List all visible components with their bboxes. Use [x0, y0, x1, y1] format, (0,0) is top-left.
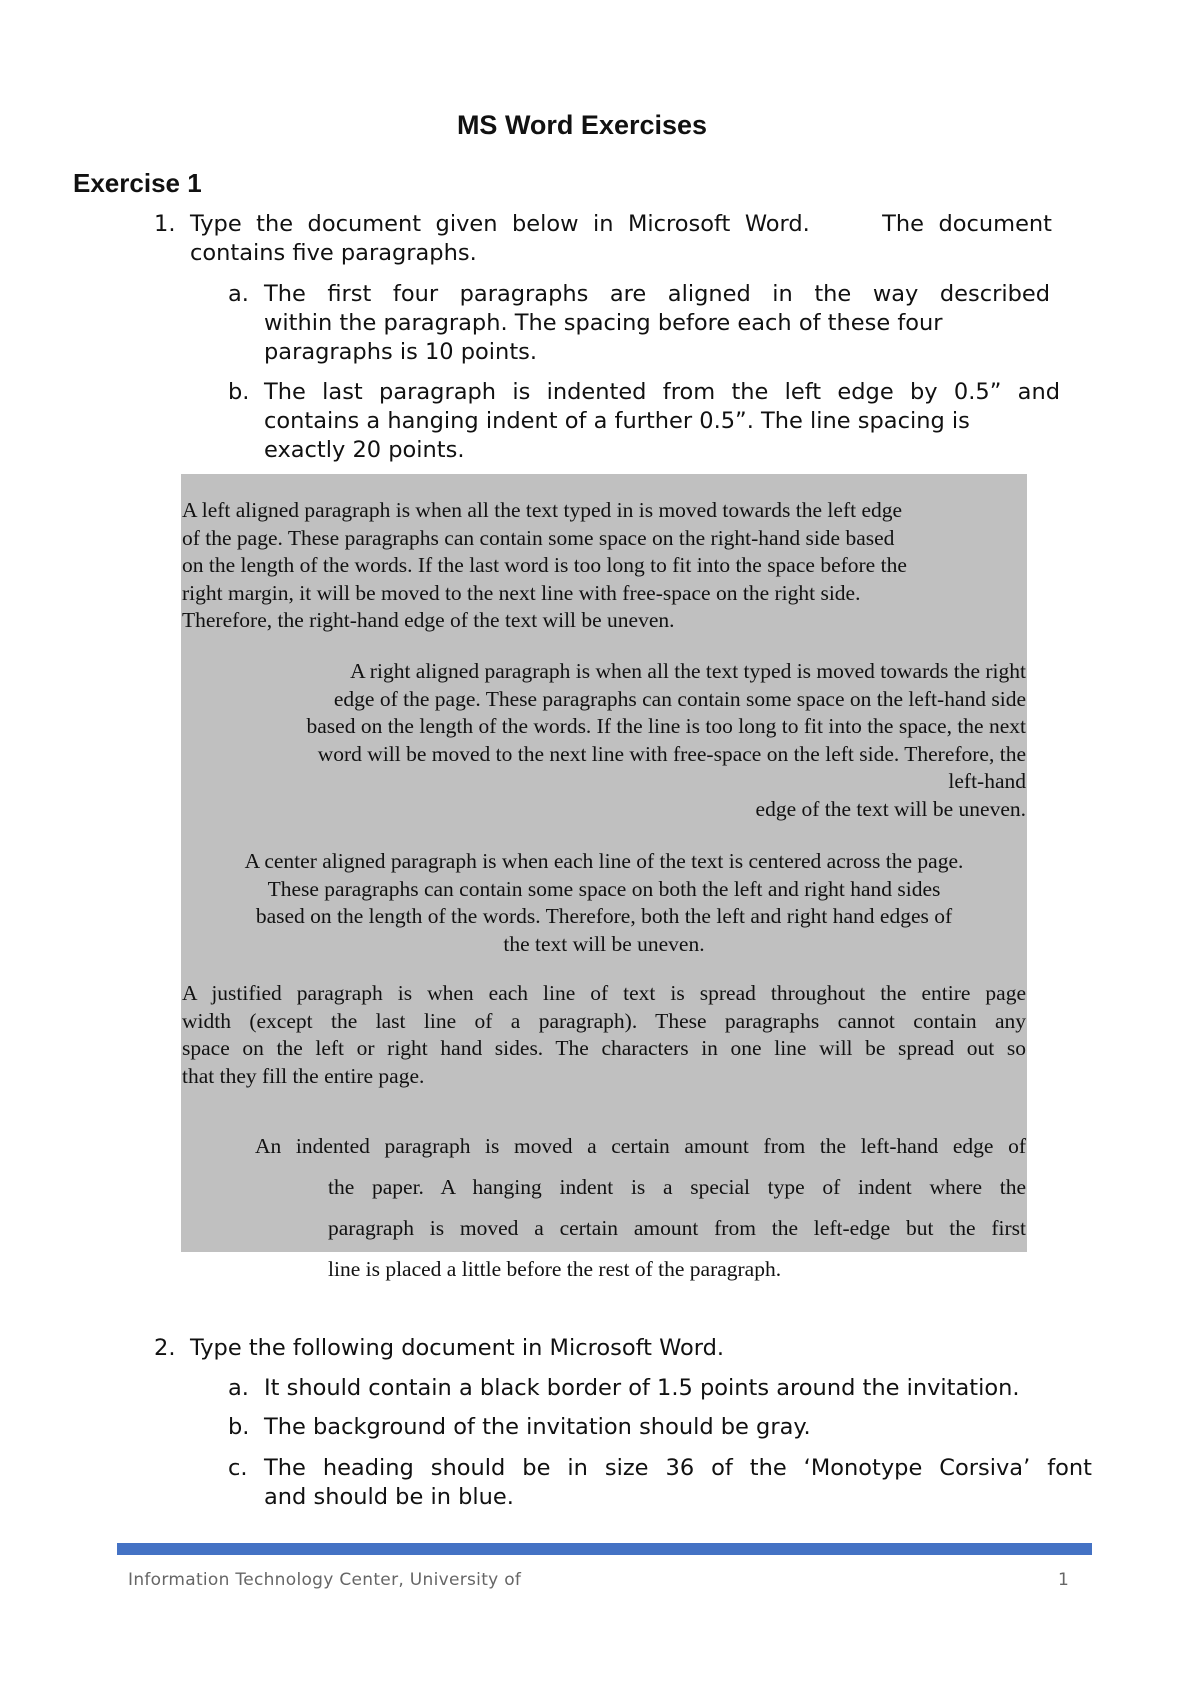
paragraph-line: left-hand — [948, 769, 1026, 793]
item-1b — [228, 378, 1060, 465]
center-aligned-paragraph — [182, 848, 1026, 958]
paragraph-line: the paper. A hanging indent is a special type of indent where the — [328, 1175, 1026, 1199]
paragraph-line: based on the length of the words. If the line is too long to fit into the space, the next — [306, 714, 1026, 738]
item-2b — [228, 1413, 1094, 1442]
footer-rule — [117, 1543, 1092, 1555]
item-2 — [154, 1334, 1052, 1363]
paragraph-line: on the length of the words. If the last word is too long to fit into the space before the — [182, 553, 907, 577]
item-1a-line: within the paragraph. The spacing before each of these four — [264, 310, 943, 336]
item-2c-line: The heading should be in size 36 of the ‘Monotype Corsiva’ font — [264, 1455, 1092, 1481]
item-1 — [154, 210, 1052, 268]
item-2-number: 2. — [154, 1335, 176, 1361]
paragraph-line: An indented paragraph is moved a certain amount from the left-hand edge of — [255, 1134, 1026, 1158]
item-1b-line: exactly 20 points. — [264, 437, 465, 463]
paragraph-line: space on the left or right hand sides. The characters in one line will be spread out so — [182, 1036, 1026, 1060]
footer-page-number: 1 — [1058, 1570, 1069, 1590]
item-1-line: contains five paragraphs. — [190, 240, 477, 266]
item-2b-text: The background of the invitation should be gray. — [264, 1414, 811, 1440]
paragraph-line: paragraph is moved a certain amount from the left-edge but the first — [328, 1216, 1026, 1240]
item-1a — [228, 280, 1050, 367]
paragraph-line: edge of the page. These paragraphs can contain some space on the left-hand side — [333, 686, 1026, 711]
item-2a-letter: a. — [228, 1375, 249, 1401]
item-2c — [228, 1454, 1092, 1512]
item-2b-letter: b. — [228, 1414, 250, 1440]
item-1a-line: paragraphs is 10 points. — [264, 339, 538, 365]
item-1-number: 1. — [154, 211, 176, 237]
paragraph-line: right margin, it will be moved to the next line with free-space on the right side. — [182, 580, 861, 605]
item-1a-letter: a. — [228, 281, 249, 307]
paragraph-line: of the page. These paragraphs can contain some space on the right-hand side based — [182, 525, 895, 550]
item-1b-line: The last paragraph is indented from the left edge by 0.5” and — [264, 379, 1060, 405]
paragraph-line: that they fill the entire page. — [182, 1063, 425, 1088]
paragraph-line: A right aligned paragraph is when all the text typed is moved towards the right — [350, 659, 1026, 683]
page-title: MS Word Exercises — [456, 110, 708, 140]
item-2a-text: It should contain a black border of 1.5 points around the invitation. — [264, 1375, 1020, 1401]
paragraph-line: A justified paragraph is when each line of text is spread throughout the entire page — [182, 981, 1026, 1005]
item-2a — [228, 1374, 1094, 1403]
item-1b-letter: b. — [228, 379, 250, 405]
item-2c-letter: c. — [228, 1455, 248, 1481]
paragraph-line: width (except the last line of a paragraph). These paragraphs cannot contain any — [182, 1008, 1026, 1033]
item-1-line: Type the document given below in Microsoft Word. The document — [190, 211, 1052, 237]
paragraph-line: line is placed a little before the rest of the paragraph. — [328, 1257, 782, 1281]
paragraph-line: Therefore, the right-hand edge of the text will be uneven. — [182, 608, 675, 632]
footer-text: Information Technology Center, University of — [128, 1570, 522, 1590]
paragraph-line: the text will be uneven. — [503, 931, 705, 956]
exercise-heading: Exercise 1 — [73, 168, 202, 198]
paragraph-line: A left aligned paragraph is when all the text typed in is moved towards the left edge — [182, 498, 903, 522]
left-aligned-paragraph — [182, 497, 907, 635]
justified-paragraph — [182, 980, 1026, 1090]
paragraph-line: A center aligned paragraph is when each line of the text is centered across the page. — [244, 849, 964, 873]
paragraph-line: based on the length of the words. Therefore, both the left and right hand edges of — [255, 904, 953, 928]
item-2-text: Type the following document in Microsoft Word. — [190, 1335, 725, 1361]
paragraph-line: word will be moved to the next line with free-space on the left side. Therefore, the — [317, 741, 1026, 766]
item-2c-line: and should be in blue. — [264, 1484, 514, 1510]
item-1a-line: The first four paragraphs are aligned in the way described — [264, 281, 1050, 307]
item-1b-line: contains a hanging indent of a further 0.5”. The line spacing is — [264, 408, 970, 434]
indented-paragraph — [182, 1126, 1026, 1290]
paragraph-line: edge of the text will be uneven. — [755, 796, 1026, 821]
right-aligned-paragraph — [182, 658, 1026, 823]
paragraph-line: These paragraphs can contain some space on both the left and right hand sides — [267, 876, 941, 901]
